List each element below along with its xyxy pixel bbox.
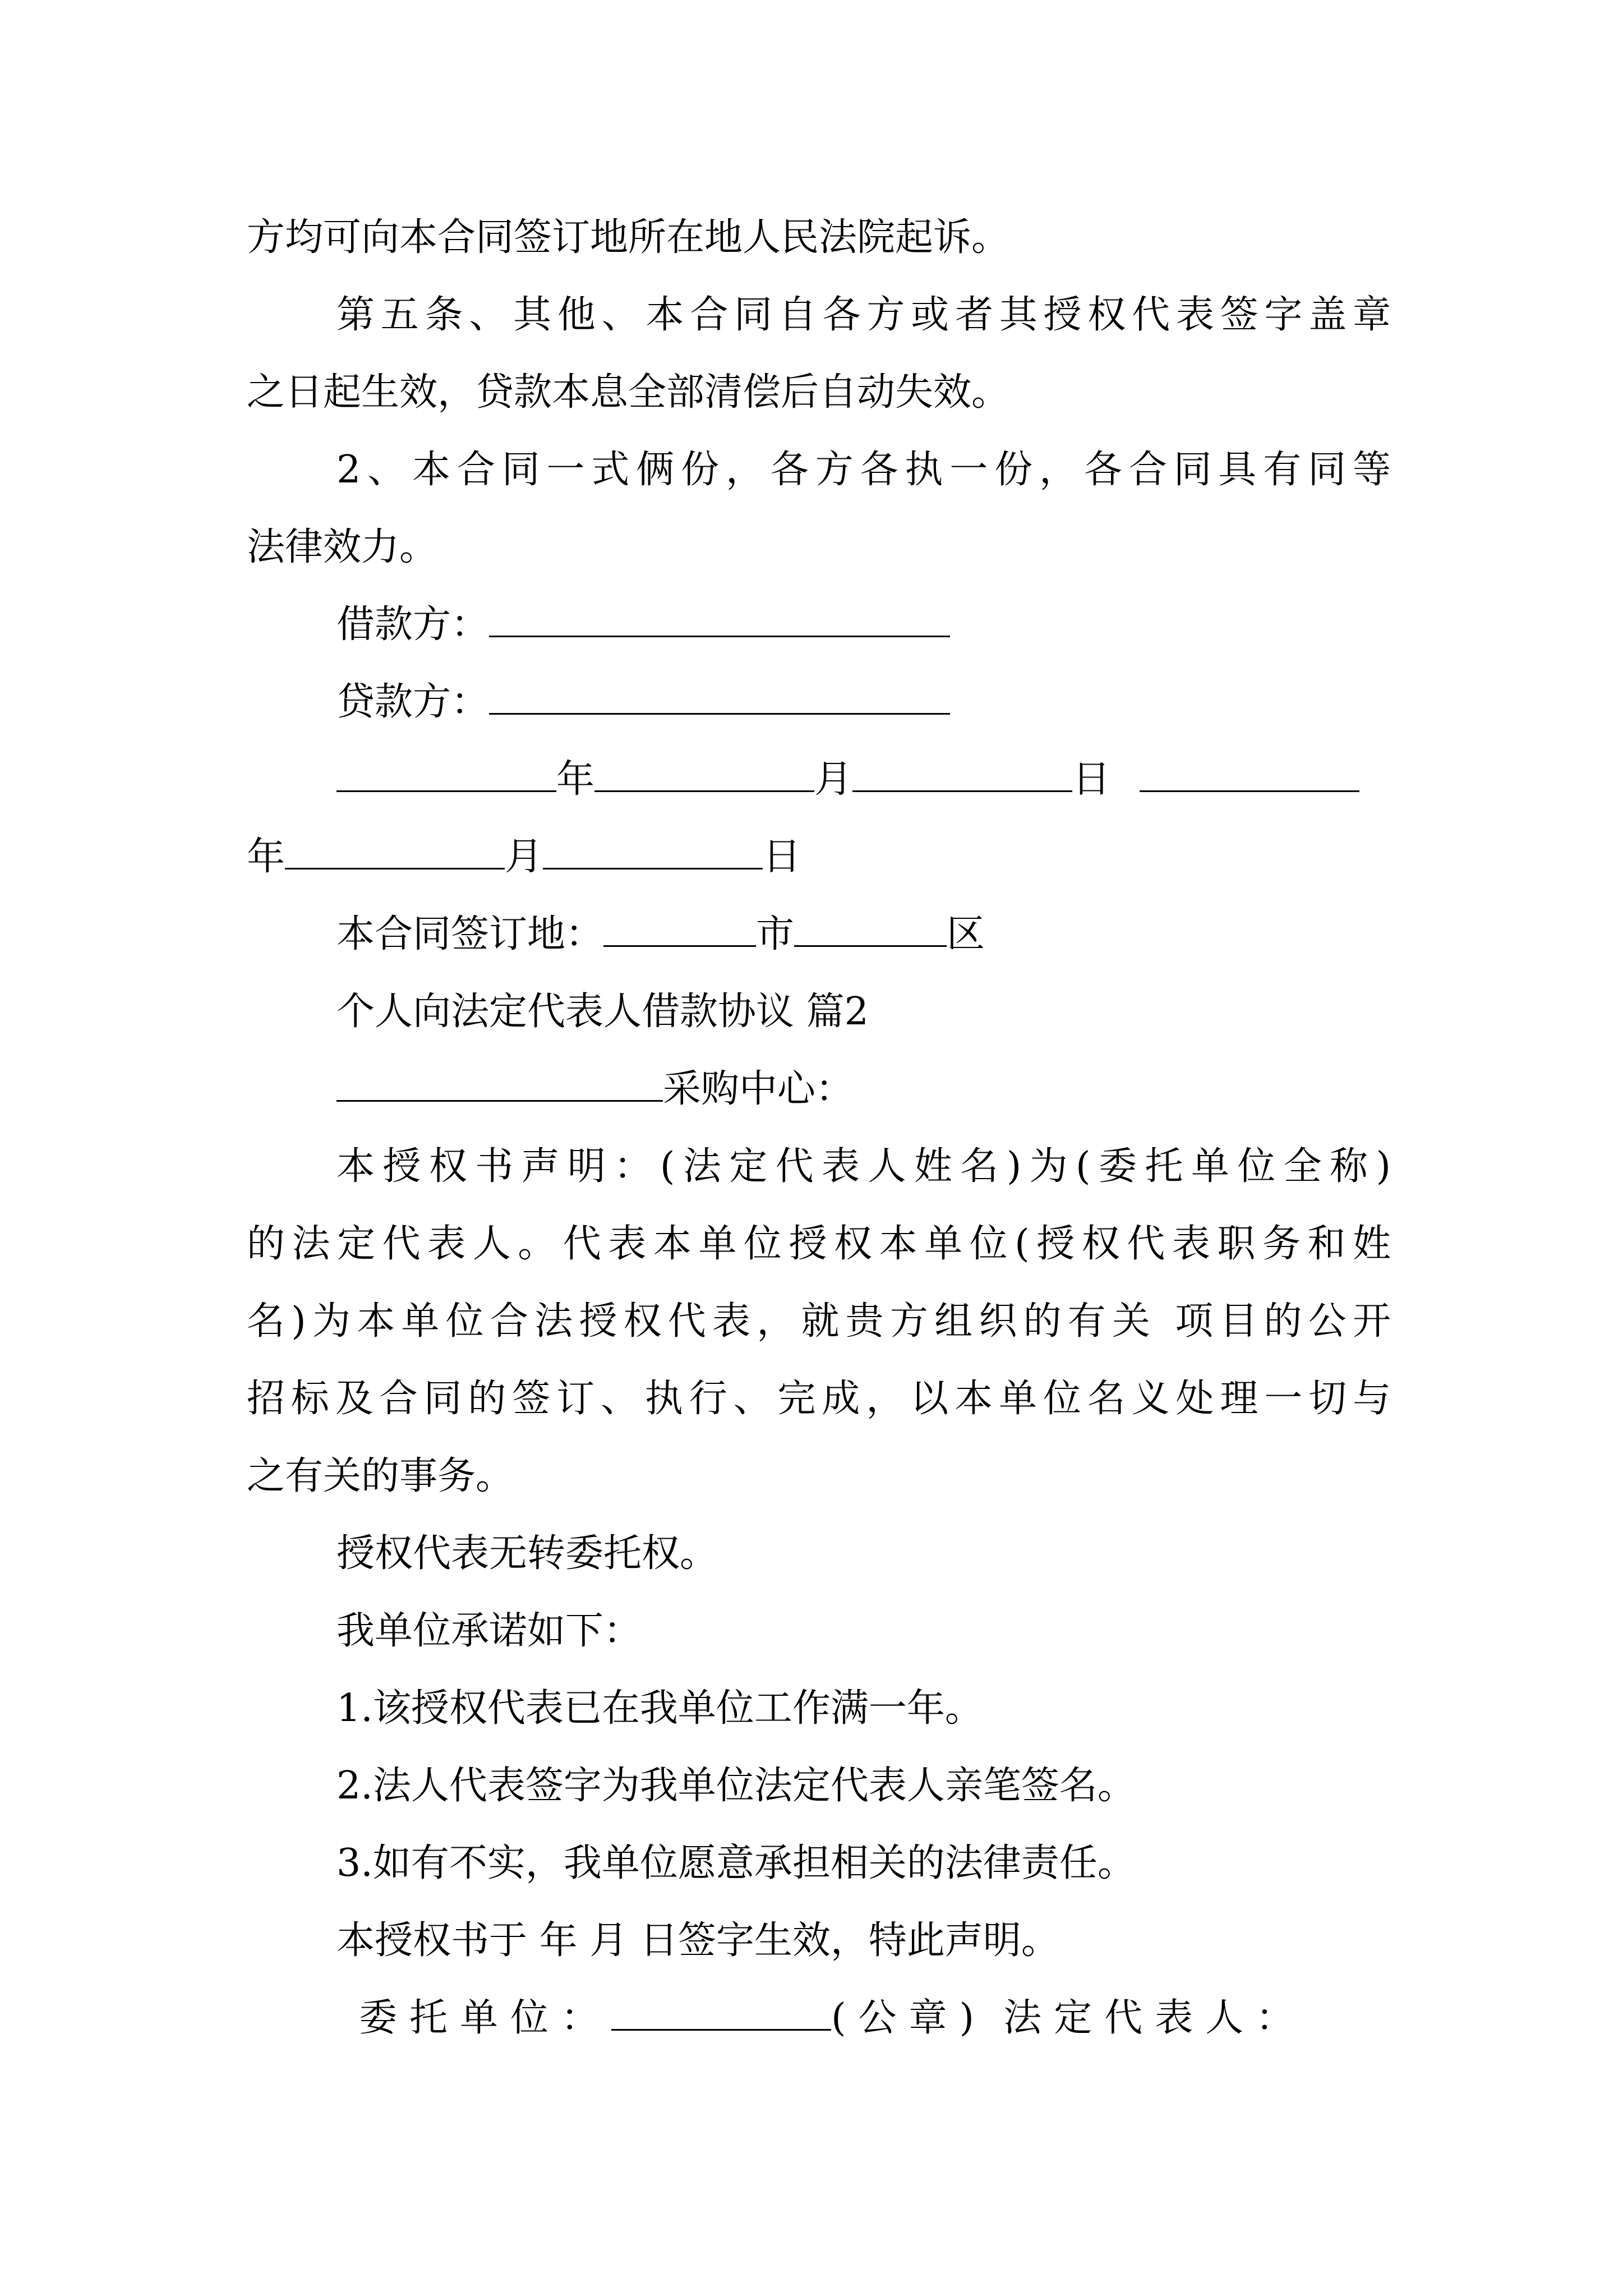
recipient-blank bbox=[336, 1068, 663, 1102]
paragraph-line: 2、本合同一式俩份，各方各执一份，各合同具有同等 bbox=[336, 448, 1391, 492]
lender-label: 贷款方： bbox=[336, 680, 490, 724]
borrower-label: 借款方： bbox=[336, 602, 490, 647]
legal-rep-label: 法定代表人： bbox=[1003, 1996, 1307, 2040]
district-label: 区 bbox=[947, 912, 985, 956]
list-item: 2.法人代表签字为我单位法定代表人亲笔签名。 bbox=[336, 1764, 1136, 1808]
date-blank bbox=[594, 758, 814, 792]
signature-blank bbox=[489, 603, 950, 637]
paragraph-line: 法律效力。 bbox=[247, 525, 438, 569]
paragraph-line: 的法定代表人。代表本单位授权本单位(授权代表职务和姓 bbox=[247, 1222, 1391, 1266]
recipient-label: 采购中心： bbox=[663, 1067, 854, 1111]
date-line bbox=[336, 754, 1391, 806]
date-blank bbox=[543, 835, 763, 869]
borrower-signature-line bbox=[336, 599, 1391, 651]
day-label: 日 bbox=[763, 835, 801, 879]
place-label: 本合同签订地： bbox=[336, 912, 604, 956]
principal-signature-line bbox=[359, 1993, 1413, 2044]
list-item: 1.该授权代表已在我单位工作满一年。 bbox=[336, 1686, 983, 1731]
recipient-line bbox=[336, 1064, 1391, 1115]
principal-blank bbox=[611, 1996, 831, 2031]
signature-blank bbox=[489, 680, 950, 715]
date-blank bbox=[336, 758, 556, 792]
year-label: 年 bbox=[556, 757, 595, 802]
date-blank bbox=[285, 835, 505, 869]
list-item: 3.如有不实，我单位愿意承担相关的法律责任。 bbox=[336, 1841, 1136, 1885]
city-blank bbox=[603, 913, 756, 947]
contract-place-line bbox=[336, 909, 1391, 960]
seal-label: (公章) bbox=[831, 1996, 987, 2040]
date-line bbox=[247, 831, 1391, 883]
city-label: 市 bbox=[756, 912, 795, 956]
paragraph-line: 本授权书于 年 月 日签字生效，特此声明。 bbox=[336, 1918, 1059, 1963]
paragraph-line: 之有关的事务。 bbox=[247, 1454, 514, 1498]
month-label: 月 bbox=[505, 835, 543, 879]
paragraph-line: 招标及合同的签订、执行、完成，以本单位名义处理一切与 bbox=[247, 1377, 1391, 1421]
day-label: 日 bbox=[1072, 757, 1111, 802]
lender-signature-line bbox=[336, 677, 1391, 728]
paragraph-line: 第五条、其他、本合同自各方或者其授权代表签字盖章 bbox=[336, 293, 1391, 337]
year-label: 年 bbox=[247, 835, 285, 879]
principal-label: 委托单位： bbox=[359, 1996, 612, 2040]
paragraph-line: 我单位承诺如下： bbox=[336, 1609, 642, 1653]
month-label: 月 bbox=[814, 757, 853, 802]
paragraph-line: 本授权书声明：(法定代表人姓名)为(委托单位全称) bbox=[336, 1144, 1391, 1189]
paragraph-line: 授权代表无转委托权。 bbox=[336, 1531, 718, 1576]
district-blank bbox=[794, 913, 947, 947]
section-heading: 个人向法定代表人借款协议 篇2 bbox=[336, 990, 869, 1034]
paragraph-line: 方均可向本合同签订地所在地人民法院起诉。 bbox=[247, 215, 1010, 260]
paragraph-line: 名)为本单位合法授权代表，就贵方组织的有关 项目的公开 bbox=[247, 1299, 1391, 1343]
date-blank bbox=[852, 758, 1072, 792]
paragraph-line: 之日起生效，贷款本息全部清偿后自动失效。 bbox=[247, 370, 1010, 415]
date-blank bbox=[1140, 758, 1359, 792]
